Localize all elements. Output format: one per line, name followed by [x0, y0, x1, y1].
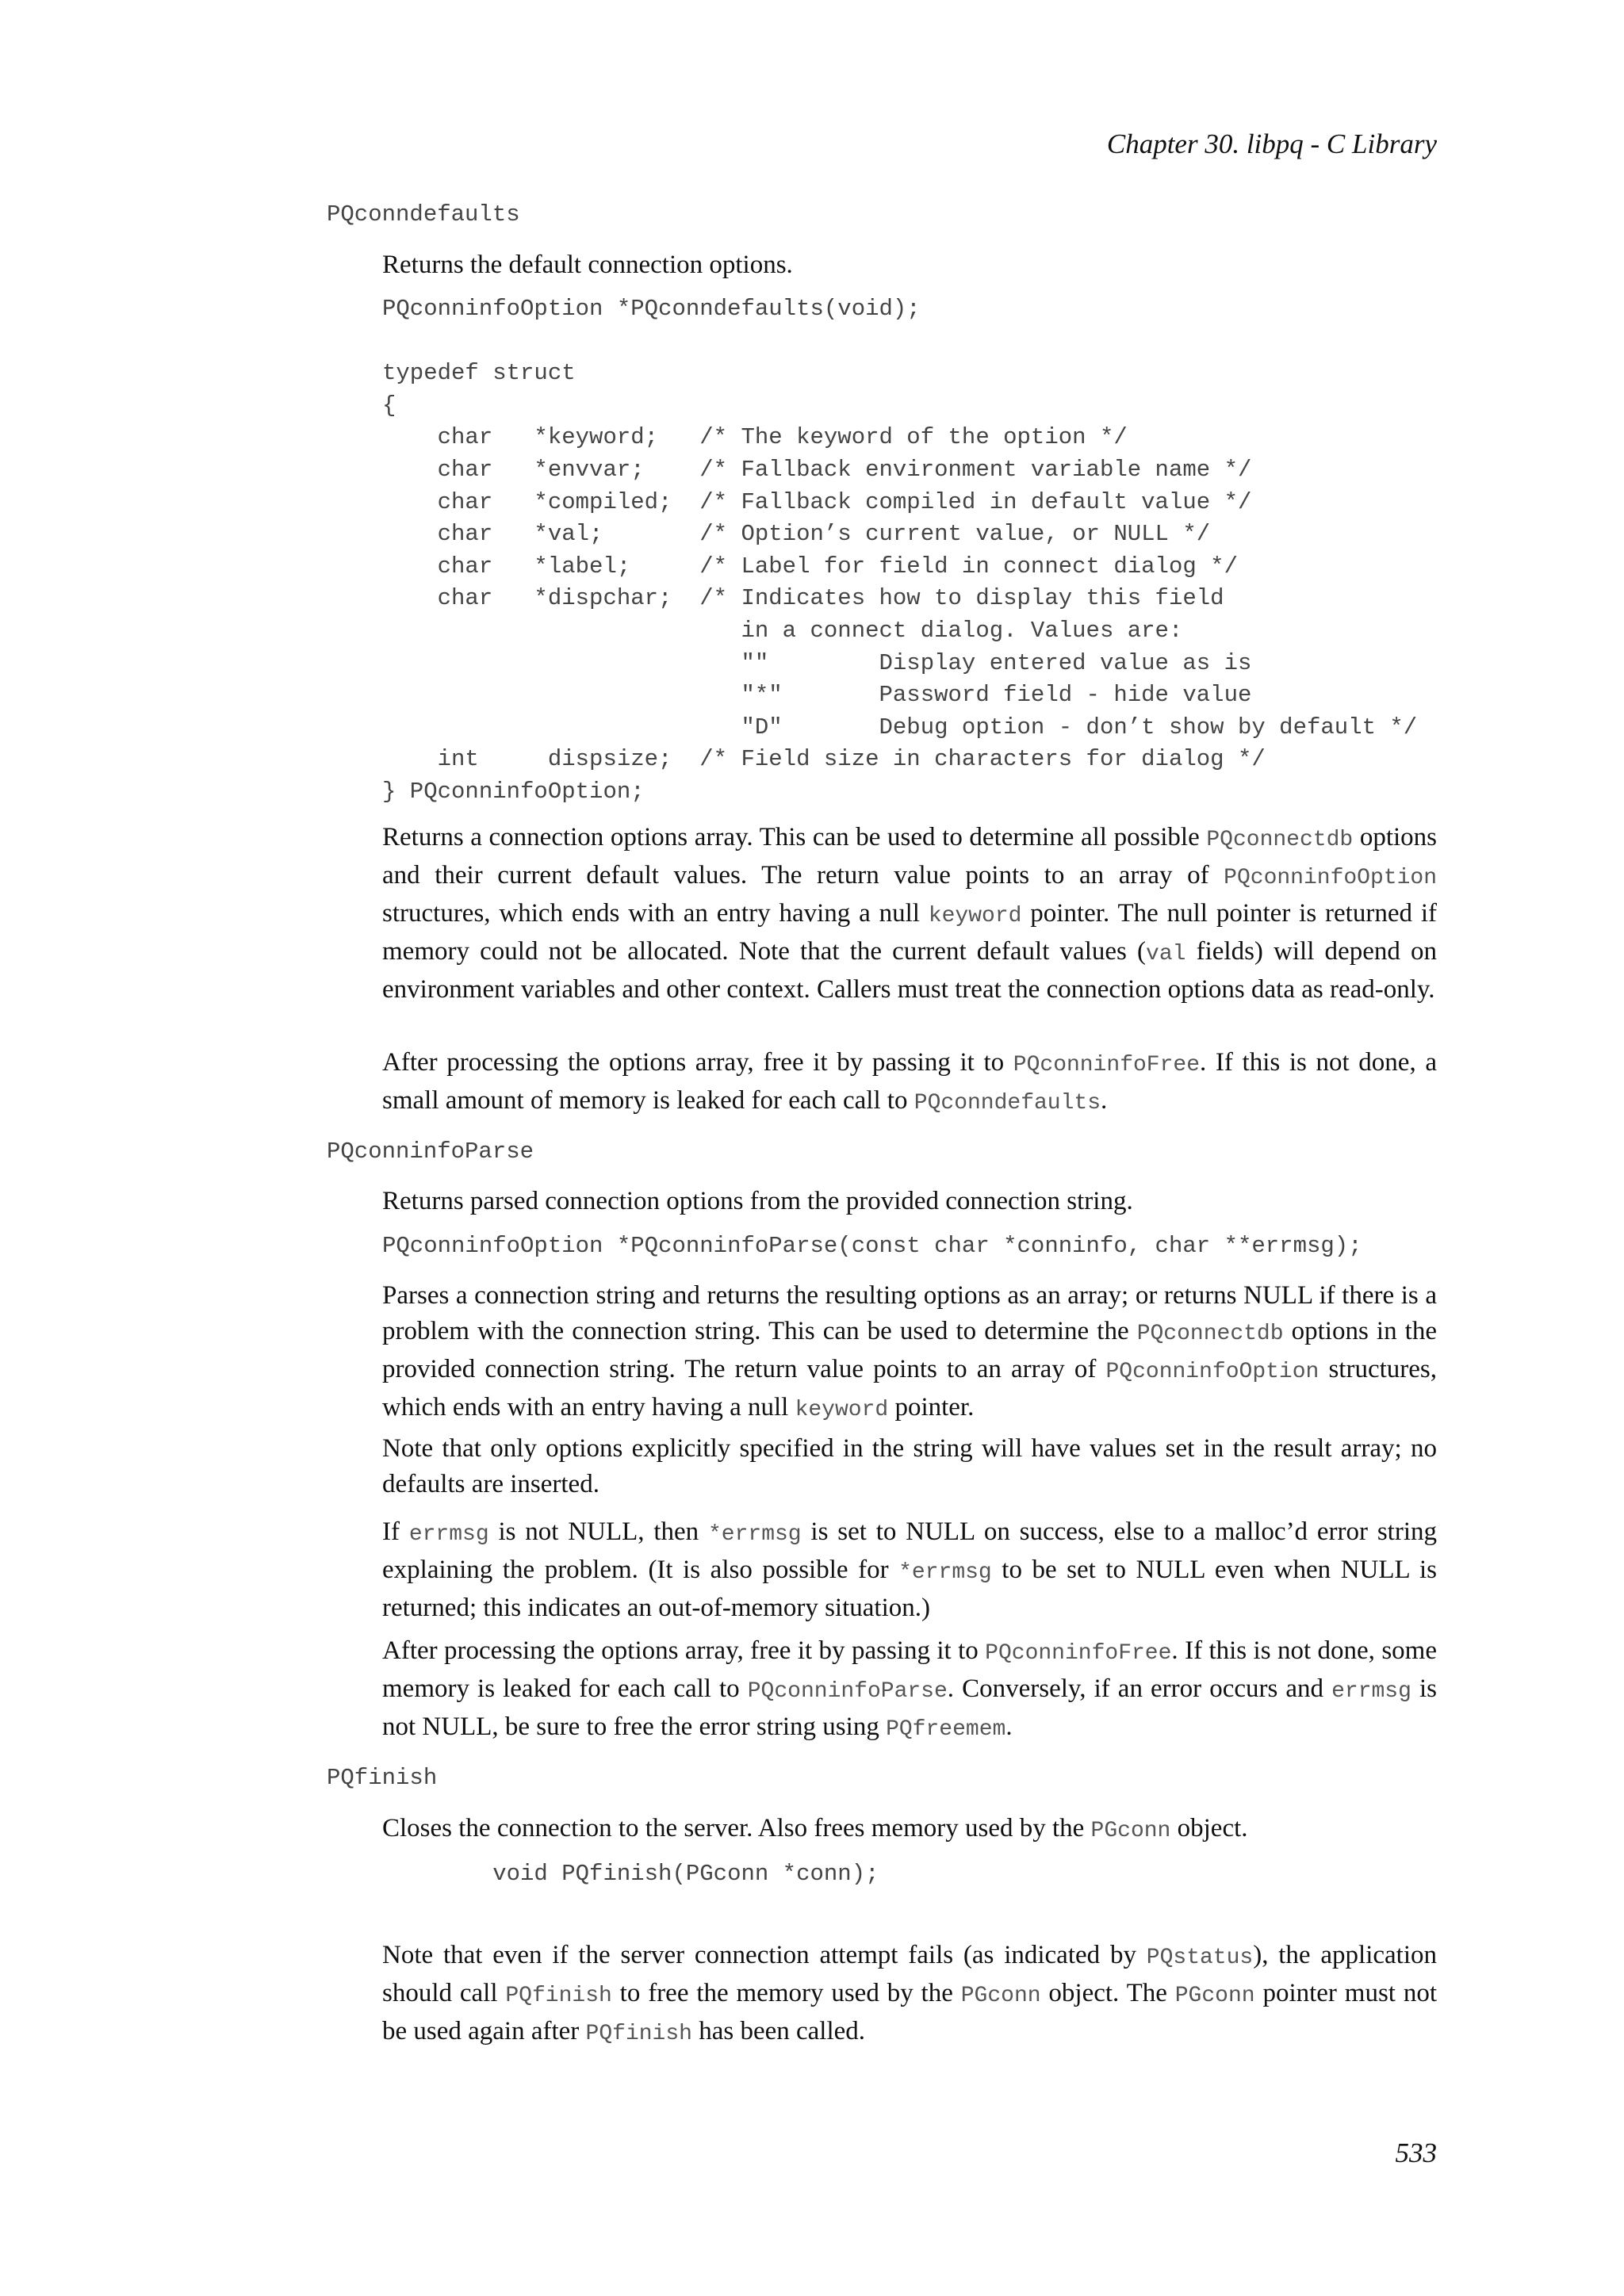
pqconndefaults-paragraph-2: After processing the options array, free it by passing it to PQconninfoFree. If this is not done, a small amount of memory is leaked for each call to PQconndefaults. — [382, 1048, 1437, 1115]
running-header: Chapter 30. libpq - C Library — [1106, 128, 1437, 159]
pqconninfoparse-summary: Returns parsed connection options from the provided connection string. — [382, 1187, 1133, 1215]
pqfinish-description — [382, 1811, 1437, 1849]
page-number: 533 — [1395, 2137, 1437, 2168]
term-pqconninfoparse: PQconninfoParse — [327, 1138, 534, 1165]
pqfinish-code-block — [382, 1858, 1437, 1891]
inline-code: PGconn — [1090, 1819, 1171, 1843]
inline-code: *errmsg — [707, 1522, 802, 1547]
pqfinish-body — [382, 1938, 1437, 2052]
inline-code: PGconn — [1174, 1984, 1255, 2008]
pqconninfoparse-errmsg — [382, 1514, 1437, 1626]
inline-code: PQconninfoFree — [985, 1641, 1172, 1666]
pqconndefaults-paragraph-1: Returns a connection options array. This can be used to determine all possible PQconnectdb options and their current default values. The return value points to an array of PQconninfoOption structures, which ends with an entry having a null keyword pointer. The null pointer is returned if memory could not be allocated. Note that the current default values (val fields) will depend on environment variables and other context. Callers must treat the connection options data as read-only. — [382, 823, 1438, 1004]
inline-code: PQconninfoOption — [1105, 1360, 1320, 1384]
pqconndefaults-free-note — [382, 1045, 1437, 1121]
inline-code: errmsg — [408, 1522, 489, 1547]
pqconninfoparse-code: PQconninfoOption *PQconninfoParse(const char *conninfo, char **errmsg); — [382, 1233, 1362, 1259]
pqconninfoparse-body — [382, 1278, 1437, 1428]
pqconndefaults-summary: Returns the default connection options. — [382, 251, 793, 279]
term-pqconndefaults: PQconndefaults — [327, 201, 520, 228]
pqfinish-summary: Closes the connection to the server. Also frees memory used by the PGconn object. — [382, 1814, 1248, 1843]
pqconndefaults-body — [382, 820, 1437, 1008]
inline-code: PQconninfoOption — [1224, 866, 1437, 890]
inline-code: PQfreemem — [886, 1717, 1006, 1742]
inline-code: errmsg — [1331, 1679, 1411, 1704]
inline-code: PQconndefaults — [914, 1091, 1101, 1115]
inline-code: PQconnectdb — [1136, 1322, 1284, 1346]
inline-code: PQconnectdb — [1206, 828, 1354, 852]
pqconninfoparse-note — [382, 1431, 1437, 1502]
term-pqfinish: PQfinish — [327, 1765, 438, 1791]
inline-code: *errmsg — [898, 1560, 992, 1585]
pqconninfoparse-code-block — [382, 1230, 1437, 1263]
pqconndefaults-code: PQconninfoOption *PQconndefaults(void); typedef struct { char *keyword; /* The keyword of the option */ char *envvar; /* Fallback environment variable name */ char *compiled; /* Fallback compiled in default value */ char *val; /* Option’s current value, or NULL */ char *label; /* Label for field in connect dialog */ char *dispchar; /* Indicates how to display this field in a connect dialog. Values are: "" Display entered value as is "*" Password field - hide value "D" Debug option - don’t show by default */ int dispsize; /* Field size in characters for dialog */ } PQconninfoOption; — [382, 296, 1418, 805]
inline-code: PQconninfoParse — [747, 1679, 948, 1704]
inline-code: PQfinish — [585, 2022, 692, 2046]
pqconninfoparse-paragraph-2: Note that only options explicitly specified in the string will have values set in the result array; no defaults are inserted. — [382, 1434, 1437, 1498]
inline-code: keyword — [928, 904, 1022, 928]
inline-code: keyword — [795, 1398, 889, 1422]
inline-code: PQfinish — [505, 1984, 612, 2008]
pqfinish-code: void PQfinish(PGconn *conn); — [382, 1861, 879, 1887]
inline-code: PQstatus — [1146, 1946, 1254, 1970]
inline-code: val — [1146, 942, 1186, 966]
pqconninfoparse-paragraph-1: Parses a connection string and returns the resulting options as an array; or returns NULL if there is a problem with the connection string. This can be used to determine the PQconnectdb options in the provided connection string. The return value points to an array of PQconninfoOption structures, which ends with an entry having a null keyword pointer. — [382, 1281, 1437, 1422]
pqconndefaults-code-block — [382, 293, 1437, 809]
pqfinish-paragraph-1: Note that even if the server connection attempt fails (as indicated by PQstatus), the application should call PQfinish to free the memory used by the PGconn object. The PGconn pointer must not be used again after PQfinish has been called. — [382, 1941, 1438, 2046]
pqconninfoparse-paragraph-4: After processing the options array, free it by passing it to PQconninfoFree. If this is not done, some memory is leaked for each call to PQconninfoParse. Conversely, if an error occurs and errmsg is not NULL, be sure to free the error string using PQfreemem. — [382, 1636, 1437, 1742]
inline-code: PQconninfoFree — [1013, 1053, 1201, 1077]
pqconninfoparse-description — [382, 1184, 1437, 1219]
inline-code: PGconn — [960, 1984, 1041, 2008]
pqconndefaults-description — [382, 247, 1437, 283]
pqconninfoparse-paragraph-3: If errmsg is not NULL, then *errmsg is set to NULL on success, else to a malloc’d error string explaining the problem. (It is also possible for *errmsg to be set to NULL even when NULL is returned; this indicates an out-of-memory situation.) — [382, 1517, 1437, 1622]
pqconninfoparse-free-note — [382, 1633, 1437, 1747]
